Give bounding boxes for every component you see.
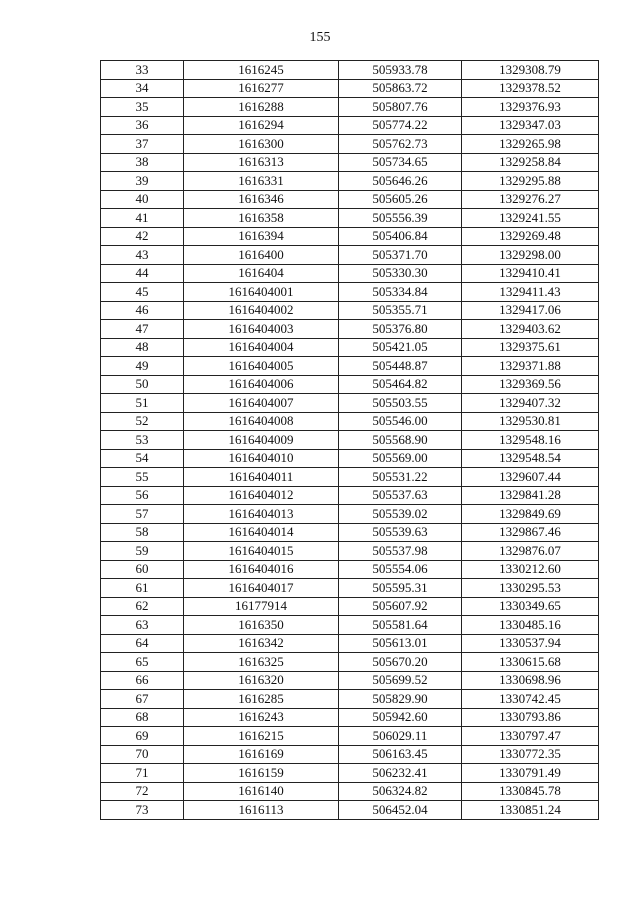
x-coordinate-cell: 505807.76	[339, 98, 462, 117]
x-coordinate-cell: 505734.65	[339, 153, 462, 172]
y-coordinate-cell: 1330698.96	[462, 671, 599, 690]
point-id-cell: 1616169	[184, 745, 339, 764]
point-id-cell: 1616404	[184, 264, 339, 283]
point-number-cell: 45	[101, 283, 184, 302]
point-id-cell: 1616404001	[184, 283, 339, 302]
table-row	[101, 449, 599, 468]
table-row	[101, 338, 599, 357]
point-number-cell: 40	[101, 190, 184, 209]
x-coordinate-cell: 506232.41	[339, 764, 462, 783]
y-coordinate-cell: 1329876.07	[462, 542, 599, 561]
table-row	[101, 246, 599, 265]
point-id-cell: 1616404016	[184, 560, 339, 579]
x-coordinate-cell: 505355.71	[339, 301, 462, 320]
point-number-cell: 55	[101, 468, 184, 487]
table-row	[101, 468, 599, 487]
table-row	[101, 782, 599, 801]
y-coordinate-cell: 1329841.28	[462, 486, 599, 505]
point-number-cell: 50	[101, 375, 184, 394]
point-id-cell: 1616358	[184, 209, 339, 228]
y-coordinate-cell: 1329407.32	[462, 394, 599, 413]
point-number-cell: 59	[101, 542, 184, 561]
x-coordinate-cell: 505607.92	[339, 597, 462, 616]
point-number-cell: 54	[101, 449, 184, 468]
y-coordinate-cell: 1330793.86	[462, 708, 599, 727]
y-coordinate-cell: 1329378.52	[462, 79, 599, 98]
point-number-cell: 33	[101, 61, 184, 80]
y-coordinate-cell: 1330772.35	[462, 745, 599, 764]
point-id-cell: 1616404017	[184, 579, 339, 598]
point-number-cell: 41	[101, 209, 184, 228]
x-coordinate-cell: 505605.26	[339, 190, 462, 209]
point-id-cell: 1616215	[184, 727, 339, 746]
table-row	[101, 579, 599, 598]
table-row	[101, 745, 599, 764]
point-number-cell: 38	[101, 153, 184, 172]
point-number-cell: 34	[101, 79, 184, 98]
x-coordinate-cell: 505829.90	[339, 690, 462, 709]
point-number-cell: 64	[101, 634, 184, 653]
point-id-cell: 1616404009	[184, 431, 339, 450]
point-id-cell: 1616404011	[184, 468, 339, 487]
point-number-cell: 71	[101, 764, 184, 783]
y-coordinate-cell: 1329276.27	[462, 190, 599, 209]
point-number-cell: 65	[101, 653, 184, 672]
x-coordinate-cell: 505503.55	[339, 394, 462, 413]
point-number-cell: 43	[101, 246, 184, 265]
y-coordinate-cell: 1330797.47	[462, 727, 599, 746]
x-coordinate-cell: 505537.98	[339, 542, 462, 561]
table-row	[101, 764, 599, 783]
y-coordinate-cell: 1329411.43	[462, 283, 599, 302]
table-row	[101, 523, 599, 542]
point-number-cell: 61	[101, 579, 184, 598]
x-coordinate-cell: 505537.63	[339, 486, 462, 505]
x-coordinate-cell: 505863.72	[339, 79, 462, 98]
coordinates-table	[100, 60, 599, 820]
table-row	[101, 116, 599, 135]
x-coordinate-cell: 506452.04	[339, 801, 462, 820]
y-coordinate-cell: 1329347.03	[462, 116, 599, 135]
point-id-cell: 1616404002	[184, 301, 339, 320]
x-coordinate-cell: 505539.02	[339, 505, 462, 524]
x-coordinate-cell: 505942.60	[339, 708, 462, 727]
point-id-cell: 1616404004	[184, 338, 339, 357]
y-coordinate-cell: 1330537.94	[462, 634, 599, 653]
table-row	[101, 690, 599, 709]
point-id-cell: 1616404007	[184, 394, 339, 413]
x-coordinate-cell: 505546.00	[339, 412, 462, 431]
y-coordinate-cell: 1329371.88	[462, 357, 599, 376]
y-coordinate-cell: 1329548.16	[462, 431, 599, 450]
point-id-cell: 1616346	[184, 190, 339, 209]
point-number-cell: 62	[101, 597, 184, 616]
point-id-cell: 1616285	[184, 690, 339, 709]
x-coordinate-cell: 505613.01	[339, 634, 462, 653]
x-coordinate-cell: 505568.90	[339, 431, 462, 450]
x-coordinate-cell: 506029.11	[339, 727, 462, 746]
y-coordinate-cell: 1329265.98	[462, 135, 599, 154]
y-coordinate-cell: 1329403.62	[462, 320, 599, 339]
table-row	[101, 79, 599, 98]
x-coordinate-cell: 505581.64	[339, 616, 462, 635]
table-row	[101, 375, 599, 394]
point-number-cell: 44	[101, 264, 184, 283]
x-coordinate-cell: 506163.45	[339, 745, 462, 764]
point-number-cell: 66	[101, 671, 184, 690]
table-row	[101, 727, 599, 746]
y-coordinate-cell: 1329369.56	[462, 375, 599, 394]
y-coordinate-cell: 1329375.61	[462, 338, 599, 357]
point-number-cell: 63	[101, 616, 184, 635]
y-coordinate-cell: 1330349.65	[462, 597, 599, 616]
x-coordinate-cell: 505539.63	[339, 523, 462, 542]
point-id-cell: 1616404005	[184, 357, 339, 376]
x-coordinate-cell: 505556.39	[339, 209, 462, 228]
table-row	[101, 357, 599, 376]
x-coordinate-cell: 505933.78	[339, 61, 462, 80]
x-coordinate-cell: 505421.05	[339, 338, 462, 357]
table-row	[101, 542, 599, 561]
x-coordinate-cell: 505531.22	[339, 468, 462, 487]
y-coordinate-cell: 1329269.48	[462, 227, 599, 246]
point-id-cell: 16177914	[184, 597, 339, 616]
point-number-cell: 53	[101, 431, 184, 450]
point-id-cell: 1616404003	[184, 320, 339, 339]
point-id-cell: 1616331	[184, 172, 339, 191]
point-number-cell: 52	[101, 412, 184, 431]
table-row	[101, 172, 599, 191]
point-id-cell: 1616277	[184, 79, 339, 98]
x-coordinate-cell: 505464.82	[339, 375, 462, 394]
point-number-cell: 68	[101, 708, 184, 727]
x-coordinate-cell: 505448.87	[339, 357, 462, 376]
y-coordinate-cell: 1329607.44	[462, 468, 599, 487]
y-coordinate-cell: 1330851.24	[462, 801, 599, 820]
point-id-cell: 1616140	[184, 782, 339, 801]
point-id-cell: 1616313	[184, 153, 339, 172]
table-row	[101, 301, 599, 320]
table-row	[101, 597, 599, 616]
table-row	[101, 801, 599, 820]
table-row	[101, 98, 599, 117]
point-id-cell: 1616350	[184, 616, 339, 635]
point-id-cell: 1616400	[184, 246, 339, 265]
table-row	[101, 671, 599, 690]
point-number-cell: 48	[101, 338, 184, 357]
x-coordinate-cell: 505406.84	[339, 227, 462, 246]
point-id-cell: 1616159	[184, 764, 339, 783]
table-row	[101, 634, 599, 653]
x-coordinate-cell: 505762.73	[339, 135, 462, 154]
page-number: 155	[309, 30, 331, 45]
y-coordinate-cell: 1329376.93	[462, 98, 599, 117]
point-number-cell: 51	[101, 394, 184, 413]
point-id-cell: 1616404013	[184, 505, 339, 524]
x-coordinate-cell: 505334.84	[339, 283, 462, 302]
point-id-cell: 1616404006	[184, 375, 339, 394]
y-coordinate-cell: 1329308.79	[462, 61, 599, 80]
point-id-cell: 1616404008	[184, 412, 339, 431]
point-number-cell: 39	[101, 172, 184, 191]
y-coordinate-cell: 1330615.68	[462, 653, 599, 672]
y-coordinate-cell: 1329530.81	[462, 412, 599, 431]
x-coordinate-cell: 505376.80	[339, 320, 462, 339]
point-id-cell: 1616113	[184, 801, 339, 820]
point-id-cell: 1616342	[184, 634, 339, 653]
point-id-cell: 1616320	[184, 671, 339, 690]
y-coordinate-cell: 1329298.00	[462, 246, 599, 265]
point-number-cell: 72	[101, 782, 184, 801]
point-number-cell: 57	[101, 505, 184, 524]
point-id-cell: 1616300	[184, 135, 339, 154]
point-number-cell: 60	[101, 560, 184, 579]
x-coordinate-cell: 505670.20	[339, 653, 462, 672]
table-row	[101, 264, 599, 283]
x-coordinate-cell: 506324.82	[339, 782, 462, 801]
table-row	[101, 505, 599, 524]
table-row	[101, 412, 599, 431]
point-number-cell: 67	[101, 690, 184, 709]
table-row	[101, 708, 599, 727]
point-number-cell: 37	[101, 135, 184, 154]
point-number-cell: 70	[101, 745, 184, 764]
y-coordinate-cell: 1330845.78	[462, 782, 599, 801]
point-number-cell: 56	[101, 486, 184, 505]
y-coordinate-cell: 1330295.53	[462, 579, 599, 598]
point-id-cell: 1616243	[184, 708, 339, 727]
point-number-cell: 73	[101, 801, 184, 820]
x-coordinate-cell: 505371.70	[339, 246, 462, 265]
table-row	[101, 653, 599, 672]
table-row	[101, 616, 599, 635]
table-row	[101, 190, 599, 209]
table-row	[101, 320, 599, 339]
point-number-cell: 47	[101, 320, 184, 339]
point-id-cell: 1616294	[184, 116, 339, 135]
x-coordinate-cell: 505774.22	[339, 116, 462, 135]
coordinates-table-body	[101, 61, 599, 820]
y-coordinate-cell: 1330742.45	[462, 690, 599, 709]
point-id-cell: 1616288	[184, 98, 339, 117]
y-coordinate-cell: 1329867.46	[462, 523, 599, 542]
table-row	[101, 135, 599, 154]
point-number-cell: 58	[101, 523, 184, 542]
point-id-cell: 1616394	[184, 227, 339, 246]
point-number-cell: 46	[101, 301, 184, 320]
y-coordinate-cell: 1330485.16	[462, 616, 599, 635]
table-row	[101, 153, 599, 172]
point-id-cell: 1616245	[184, 61, 339, 80]
y-coordinate-cell: 1329241.55	[462, 209, 599, 228]
table-row	[101, 283, 599, 302]
x-coordinate-cell: 505554.06	[339, 560, 462, 579]
point-number-cell: 35	[101, 98, 184, 117]
y-coordinate-cell: 1329410.41	[462, 264, 599, 283]
table-row	[101, 394, 599, 413]
table-row	[101, 560, 599, 579]
point-id-cell: 1616404012	[184, 486, 339, 505]
y-coordinate-cell: 1329295.88	[462, 172, 599, 191]
y-coordinate-cell: 1329258.84	[462, 153, 599, 172]
table-row	[101, 227, 599, 246]
table-row	[101, 486, 599, 505]
y-coordinate-cell: 1329417.06	[462, 301, 599, 320]
point-id-cell: 1616325	[184, 653, 339, 672]
point-number-cell: 69	[101, 727, 184, 746]
table-row	[101, 431, 599, 450]
y-coordinate-cell: 1330791.49	[462, 764, 599, 783]
x-coordinate-cell: 505569.00	[339, 449, 462, 468]
y-coordinate-cell: 1330212.60	[462, 560, 599, 579]
y-coordinate-cell: 1329849.69	[462, 505, 599, 524]
point-number-cell: 49	[101, 357, 184, 376]
point-number-cell: 42	[101, 227, 184, 246]
x-coordinate-cell: 505699.52	[339, 671, 462, 690]
point-number-cell: 36	[101, 116, 184, 135]
point-id-cell: 1616404015	[184, 542, 339, 561]
x-coordinate-cell: 505646.26	[339, 172, 462, 191]
y-coordinate-cell: 1329548.54	[462, 449, 599, 468]
point-id-cell: 1616404010	[184, 449, 339, 468]
table-row	[101, 209, 599, 228]
x-coordinate-cell: 505595.31	[339, 579, 462, 598]
table-row	[101, 61, 599, 80]
point-id-cell: 1616404014	[184, 523, 339, 542]
x-coordinate-cell: 505330.30	[339, 264, 462, 283]
